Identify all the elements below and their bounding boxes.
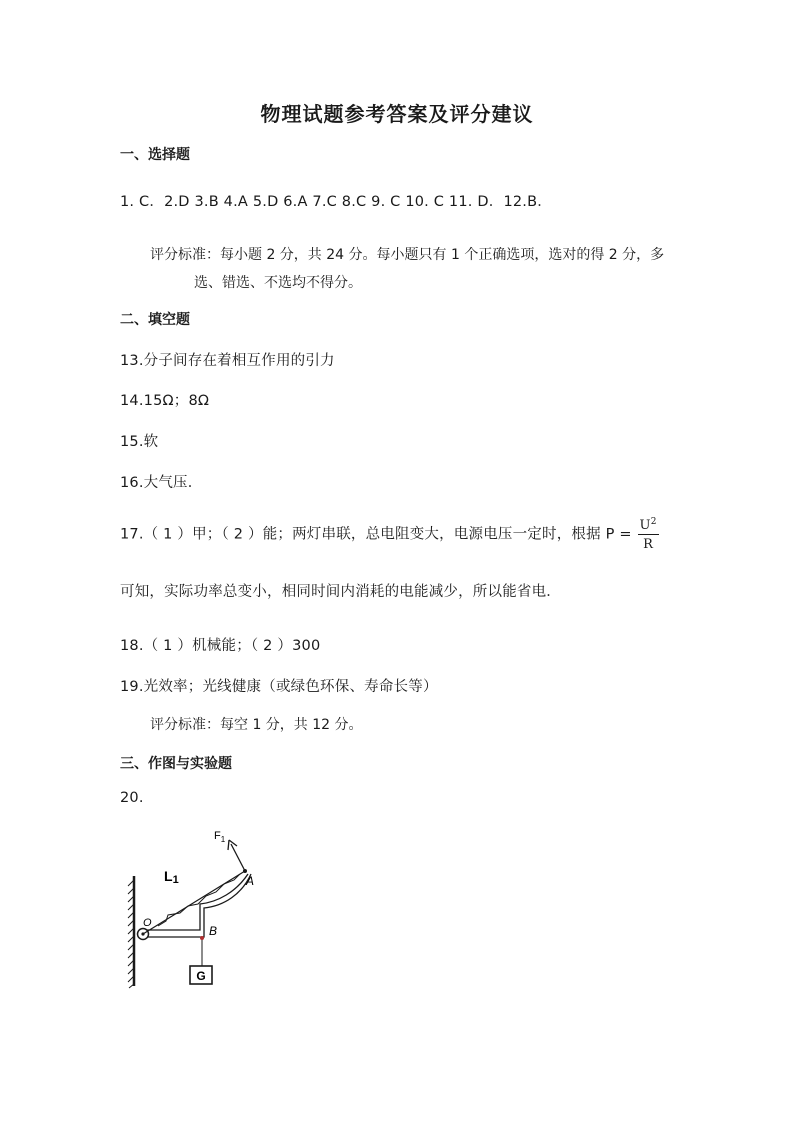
choice-scoring-line1: 评分标准：每小题 2 分，共 24 分。每小题只有 1 个正确选项，选对的得 2 分，多 (150, 247, 665, 263)
point-b-label: B (209, 924, 218, 938)
section-heading-fill: 二、填空题 (120, 312, 190, 328)
force-f1-arrow-icon (228, 840, 245, 871)
section-heading-drawing: 三、作图与实验题 (120, 756, 232, 772)
power-formula (638, 518, 659, 551)
choice-scoring-line2: 选、错选、不选均不得分。 (194, 275, 362, 291)
lever-arm-line-l1 (143, 871, 245, 934)
fill-scoring: 评分标准：每空 1 分，共 12 分。 (150, 717, 363, 733)
section-heading-choice: 一、选择题 (120, 147, 190, 163)
page-title: 物理试题参考答案及评分建议 (260, 102, 534, 126)
point-b-dot (200, 936, 204, 940)
point-a-label: A (246, 874, 255, 888)
formula-numerator: $U^2$ (639, 517, 657, 533)
answer-17-line2: 可知，实际功率总变小，相同时间内消耗的电能减少，所以能省电． (120, 584, 561, 600)
answer-17-text: 17.（ 1 ）甲；（ 2 ）能；两灯串联，总电阻变大，电源电压一定时，根据 P = (120, 526, 632, 543)
answer-14: 14.15Ω；8Ω (120, 393, 210, 409)
wall-icon (128, 876, 134, 988)
answer-19: 19.光效率；光线健康（或绿色环保、寿命长等） (120, 679, 438, 695)
formula-denominator: R (643, 537, 654, 552)
choice-answers: 1. C．2.D 3.B 4.A 5.D 6.A 7.C 8.C 9. C 10. C 11. D．12.B． (120, 194, 552, 210)
answer-17-line1 (120, 518, 659, 551)
answer-18: 18.（ 1 ）机械能；（ 2 ）300 (120, 638, 321, 654)
l1-label: L1 (164, 868, 179, 886)
lever-arm (147, 874, 251, 937)
lever-diagram (118, 818, 288, 990)
weight-label: G (196, 969, 206, 983)
answer-13: 13.分子间存在着相互作用的引力 (120, 353, 335, 369)
answer-15: 15.软 (120, 434, 159, 450)
f1-label: $F_1$ (214, 830, 226, 844)
question-20: 20. (120, 790, 144, 806)
point-o-label: O (143, 917, 152, 929)
answer-16: 16.大气压． (120, 475, 203, 491)
